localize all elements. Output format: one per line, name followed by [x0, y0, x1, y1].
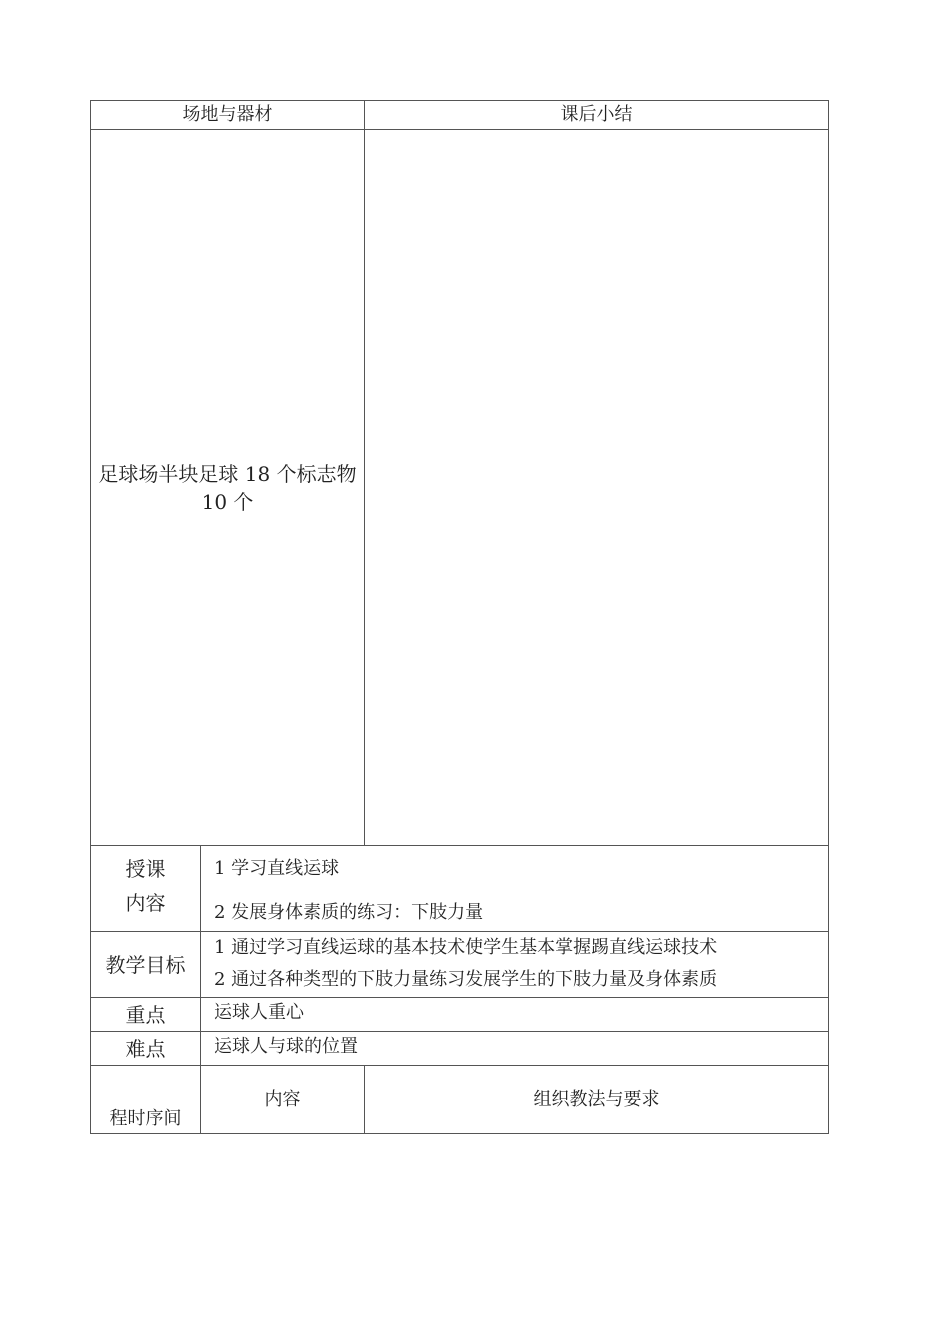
difficulty-label: 难点 [125, 1036, 166, 1061]
teaching-content-label-line1: 授课 [125, 857, 166, 881]
schedule-method-label: 组织教法与要求 [533, 1088, 660, 1110]
key-point-label: 重点 [125, 1002, 166, 1027]
teaching-content-item-2: 2 发展身体素质的练习：下肢力量 [214, 902, 484, 923]
post-class-summary-header: 课后小结 [560, 104, 633, 125]
teaching-content-item-1: 1 学习直线运球 [214, 858, 340, 879]
teaching-content-label-line2: 内容 [125, 891, 166, 915]
table-border-right [828, 100, 829, 1134]
venue-equipment-header: 场地与器材 [182, 104, 273, 125]
equipment-text: 足球场半块足球 18 个标志物 10 个 [98, 461, 357, 514]
teaching-content-label [91, 852, 200, 920]
summary-text [365, 130, 828, 845]
teaching-goal-item-2: 2 通过各种类型的下肢力量练习发展学生的下肢力量及身体素质 [214, 969, 718, 990]
key-point-text: 运球人重心 [214, 1002, 304, 1023]
teaching-goal-item-1: 1 通过学习直线运球的基本技术使学生基本掌握踢直线运球技术 [214, 937, 718, 958]
schedule-sequence-label: 程时序间 [109, 1108, 182, 1129]
teaching-goals-label: 教学目标 [105, 952, 186, 977]
schedule-content-label: 内容 [264, 1088, 301, 1110]
difficulty-text: 运球人与球的位置 [214, 1036, 358, 1057]
